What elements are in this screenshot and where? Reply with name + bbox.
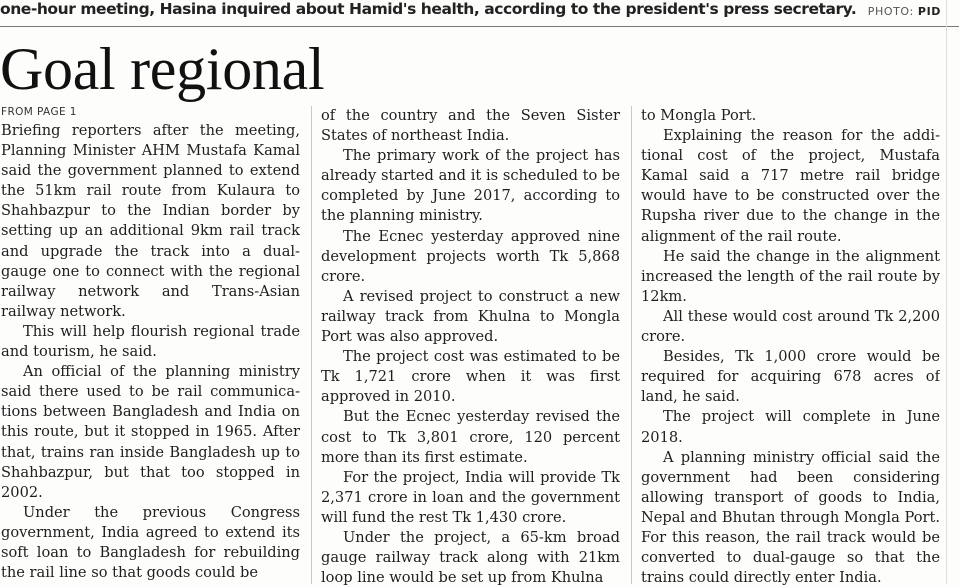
paragraph: The project cost was estimated to be Tk 1,721 crore when it was first approved in 2010. bbox=[321, 348, 620, 406]
page-edge-rule bbox=[946, 0, 947, 584]
paragraph: A revised project to construct a new railway track from Khulna to Mongla Port was also approved. bbox=[321, 287, 620, 346]
paragraph: to Mongla Port. bbox=[641, 107, 757, 124]
article-column-3 bbox=[641, 106, 940, 586]
paragraph: Besides, Tk 1,000 crore would be required for acquiring 678 acres of land, he said. bbox=[641, 348, 940, 406]
paragraph: All these would cost around Tk 2,200 crore. bbox=[641, 307, 940, 346]
photo-credit bbox=[868, 5, 941, 18]
photo-caption: one-hour meeting, Hasina inquired about Hamid's health, according to the president's press secretary. bbox=[0, 0, 857, 18]
headline: Goal regional bbox=[0, 36, 325, 102]
paragraph: of the country and the Seven Sister States of northeast India. bbox=[321, 107, 620, 145]
photo-credit-label: PHOTO: bbox=[867, 5, 914, 18]
paragraph: For the project, India will provide Tk 2,371 crore in loan and the government will fund the rest Tk 1,430 crore. bbox=[321, 468, 620, 526]
jump-line: FROM PAGE 1 bbox=[1, 106, 77, 118]
paragraph: Under the project, a 65-km broad gauge railway track along with 21km loop line would be set up from Khulna bbox=[321, 528, 620, 586]
paragraph: Explaining the reason for the additional cost of the project, Mustafa Kamal said a 717 metre rail bridge would have to be constructed over the Rupsha river due to the change in the alignment of the rail route. bbox=[641, 127, 940, 245]
column-divider bbox=[631, 106, 632, 584]
paragraph: But the Ecnec yesterday revised the cost to Tk 3,801 crore, 120 percent more than its first estimate. bbox=[321, 408, 620, 466]
paragraph: An official of the planning ministry said there used to be rail communications between Bangladesh and India on this route, but it stopped in 1965. After that, trains ran inside Bangladesh up to Shahbazpur, but that too stopped in 2002. bbox=[1, 363, 300, 501]
paragraph: The project will complete in June 2018. bbox=[641, 408, 940, 446]
article-column-2 bbox=[321, 106, 620, 586]
paragraph: The primary work of the project has already started and it is scheduled to be completed by June 2017, according to the planning ministry. bbox=[321, 147, 620, 225]
paragraph: Under the previous Congress government, India agreed to extend its soft loan to Bangladesh for rebuilding the rail line so that goods could be bbox=[1, 503, 300, 582]
paragraph: The Ecnec yesterday approved nine development projects worth Tk 5,868 crore. bbox=[321, 227, 620, 285]
caption-strip bbox=[0, 0, 959, 27]
photo-credit-source: PID bbox=[917, 5, 941, 18]
paragraph: He said the change in the alignment increased the length of the rail route by 12km. bbox=[641, 247, 940, 305]
article-column-1 bbox=[1, 104, 300, 584]
paragraph: This will help flourish regional trade and tourism, he said. bbox=[1, 322, 300, 361]
paragraph: Briefing reporters after the meeting, Planning Minister AHM Mustafa Kamal said the government planned to extend the 51km rail route from Kulaura to Shahbazpur to the Indian border by setting up an additional 9km rail track and upgrade the track into a dual-gauge one to connect with the regional railway network and Trans-Asian railway network. bbox=[1, 122, 300, 320]
paragraph: A planning ministry official said the government had been considering allowing transport of goods to India, Nepal and Bhutan through Mongla Port. For this reason, the rail track would be converted to dual-gauge so that the trains could directly enter India. bbox=[641, 448, 940, 586]
column-divider bbox=[311, 106, 312, 584]
